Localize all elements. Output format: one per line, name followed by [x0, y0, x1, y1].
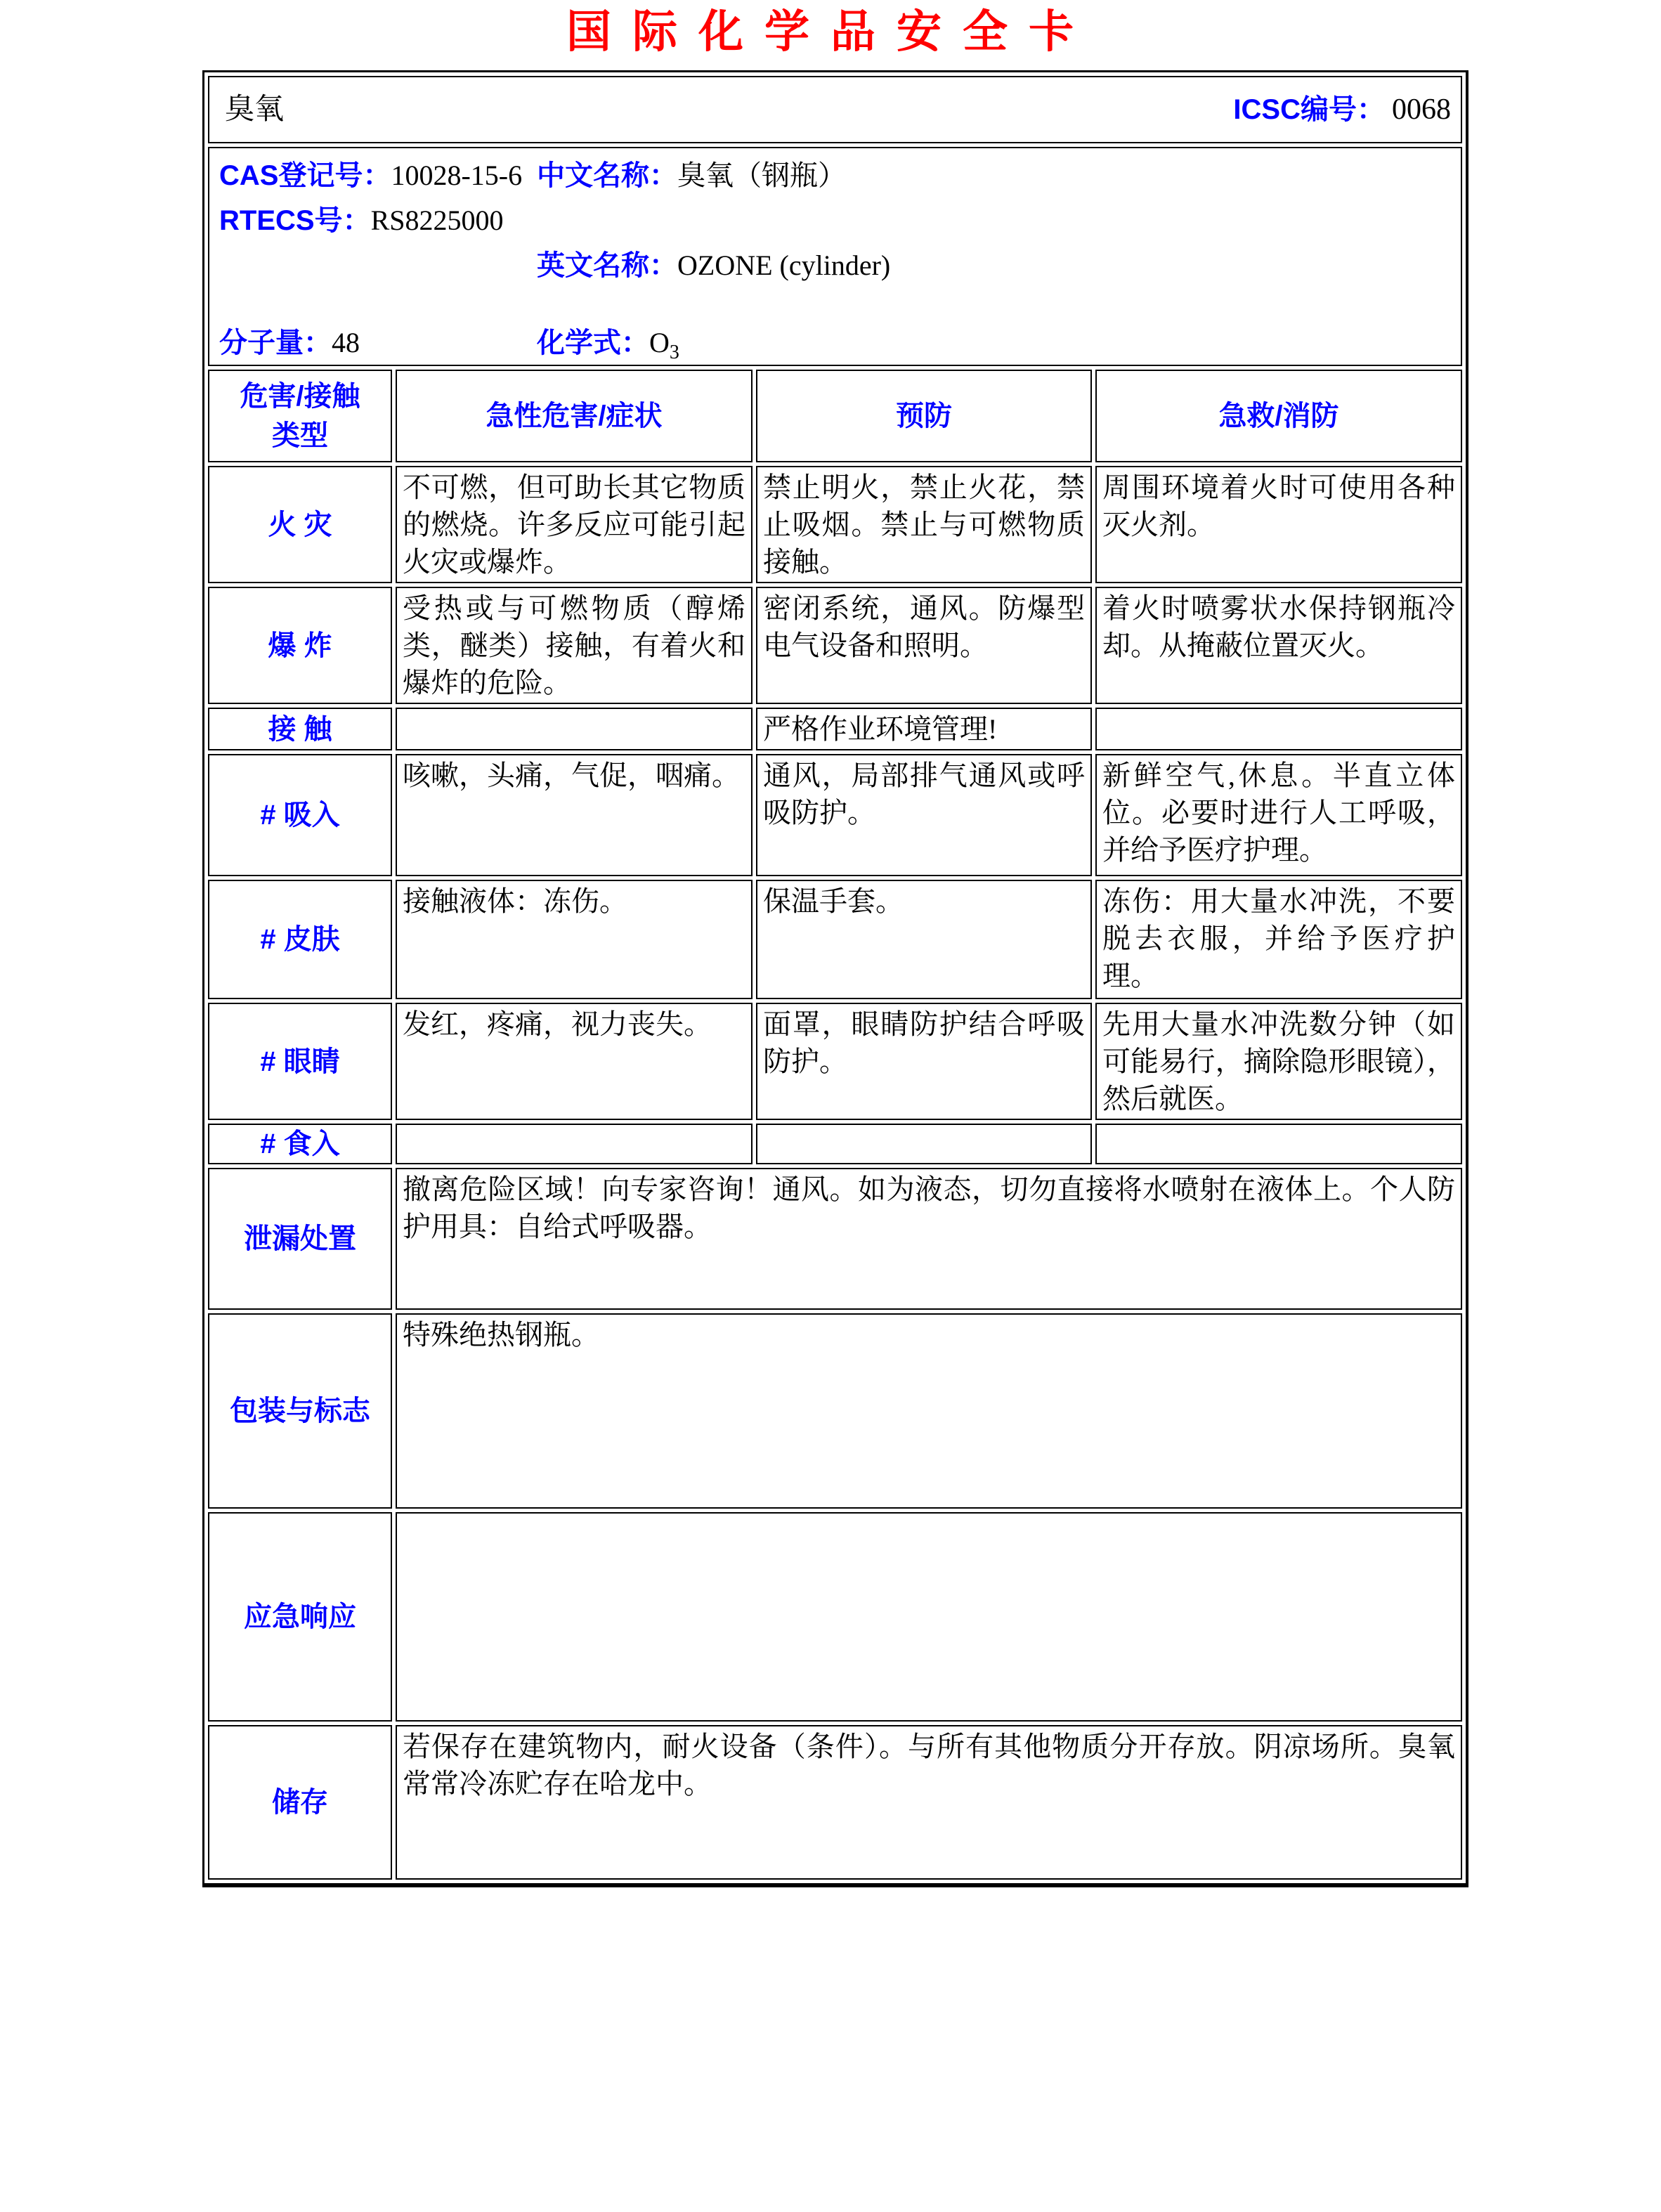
- storage-label: 储存: [208, 1725, 392, 1880]
- rtecs-value: RS8225000: [370, 204, 504, 236]
- header-hazard-type: 危害/接触 类型: [208, 370, 392, 462]
- inhalation-label: # 吸入: [208, 754, 392, 876]
- exposure-label: 接 触: [208, 708, 392, 750]
- cas-label: CAS登记号：: [219, 160, 391, 191]
- cas-value: 10028-15-6: [391, 160, 523, 191]
- formula-subscript: 3: [669, 341, 679, 363]
- ingestion-prevention: [756, 1124, 1092, 1164]
- row-explosion: [208, 587, 1462, 704]
- row-packaging: [208, 1313, 1462, 1509]
- packaging-content: 特殊绝热钢瓶。: [396, 1313, 1462, 1509]
- icsc-card-table: [202, 70, 1468, 1887]
- row-spillage: [208, 1168, 1462, 1310]
- exposure-symptoms: [396, 708, 753, 750]
- chemical-formula-label: 化学式：: [537, 327, 649, 358]
- hazard-header-row: [208, 370, 1462, 462]
- spillage-label: 泄漏处置: [208, 1168, 392, 1310]
- molecular-weight-label: 分子量：: [219, 327, 332, 358]
- skin-response: 冻伤：用大量水冲洗，不要脱去衣服，并给予医疗护理。: [1095, 880, 1462, 999]
- explosion-symptoms: 受热或与可燃物质（醇烯类，醚类）接触，有着火和爆炸的危险。: [396, 587, 753, 704]
- header-acute-symptoms: 急性危害/症状: [396, 370, 753, 462]
- cas-number: [219, 155, 537, 196]
- header-prevention: 预防: [756, 370, 1092, 462]
- row-skin: [208, 880, 1462, 999]
- storage-content: 若保存在建筑物内，耐火设备（条件）。与所有其他物质分开存放。阴凉场所。臭氧常常冷冻贮存在哈龙中。: [396, 1725, 1462, 1880]
- eyes-response: 先用大量水冲洗数分钟（如可能易行，摘除隐形眼镜），然后就医。: [1095, 1003, 1462, 1120]
- exposure-response: [1095, 708, 1462, 750]
- explosion-prevention: 密闭系统，通风。防爆型电气设备和照明。: [756, 587, 1092, 704]
- fire-response: 周围环境着火时可使用各种灭火剂。: [1095, 466, 1462, 583]
- identifiers-row: [208, 147, 1462, 366]
- inhalation-response: 新鲜空气,休息。半直立体位。必要时进行人工呼吸，并给予医疗护理。: [1095, 754, 1462, 876]
- identifiers-cell: [208, 147, 1462, 366]
- substance-header-row: [208, 76, 1462, 143]
- english-name-label: 英文名称：: [537, 250, 677, 281]
- skin-prevention: 保温手套。: [756, 880, 1092, 999]
- chinese-name: [537, 155, 1452, 196]
- chinese-name-label: 中文名称：: [537, 160, 677, 191]
- fire-prevention: 禁止明火，禁止火花，禁止吸烟。禁止与可燃物质接触。: [756, 466, 1092, 583]
- inhalation-symptoms: 咳嗽，头痛，气促，咽痛。: [396, 754, 753, 876]
- explosion-response: 着火时喷雾状水保持钢瓶冷却。从掩蔽位置灭火。: [1095, 587, 1462, 704]
- substance-name: 臭氧: [225, 93, 285, 126]
- skin-label: # 皮肤: [208, 880, 392, 999]
- icsc-number-label: ICSC编号：: [1233, 94, 1385, 125]
- explosion-label: 爆 炸: [208, 587, 392, 704]
- ingestion-label: # 食入: [208, 1124, 392, 1164]
- inhalation-prevention: 通风，局部排气通风或呼吸防护。: [756, 754, 1092, 876]
- rtecs-label: RTECS号：: [219, 205, 371, 236]
- substance-header-cell: [208, 76, 1462, 143]
- molecular-weight: [219, 323, 537, 363]
- chemical-formula: [537, 323, 1452, 363]
- icsc-number-value: 0068: [1392, 93, 1451, 126]
- page-title: 国际化学品安全卡: [566, 7, 1095, 57]
- eyes-prevention: 面罩，眼睛防护结合呼吸防护。: [756, 1003, 1092, 1120]
- emergency-content: [396, 1512, 1462, 1722]
- row-exposure: [208, 708, 1462, 750]
- row-ingestion: [208, 1124, 1462, 1164]
- packaging-label: 包装与标志: [208, 1313, 392, 1509]
- chinese-name-value: 臭氧（钢瓶）: [677, 160, 846, 191]
- row-fire: [208, 466, 1462, 583]
- row-emergency: [208, 1512, 1462, 1722]
- row-eyes: [208, 1003, 1462, 1120]
- emergency-label: 应急响应: [208, 1512, 392, 1722]
- skin-symptoms: 接触液体：冻伤。: [396, 880, 753, 999]
- spillage-content: 撤离危险区域！向专家咨询！通风。如为液态，切勿直接将水喷射在液体上。个人防护用具：自给式呼吸器。: [396, 1168, 1462, 1310]
- chemical-formula-value: $O_3$: [649, 327, 679, 363]
- row-storage: [208, 1725, 1462, 1880]
- fire-label: 火 灾: [208, 466, 392, 583]
- eyes-symptoms: 发红，疼痛，视力丧失。: [396, 1003, 753, 1120]
- eyes-label: # 眼睛: [208, 1003, 392, 1120]
- rtecs-number: [219, 200, 537, 241]
- english-name: [537, 245, 1452, 286]
- english-name-value: OZONE (cylinder): [677, 249, 891, 281]
- exposure-prevention: 严格作业环境管理!: [756, 708, 1092, 750]
- row-inhalation: [208, 754, 1462, 876]
- fire-symptoms: 不可燃，但可助长其它物质的燃烧。许多反应可能引起火灾或爆炸。: [396, 466, 753, 583]
- ingestion-symptoms: [396, 1124, 753, 1164]
- header-firstaid-firefighting: 急救/消防: [1095, 370, 1462, 462]
- icsc-number-group: [1233, 91, 1451, 129]
- ingestion-response: [1095, 1124, 1462, 1164]
- molecular-weight-value: 48: [332, 327, 360, 358]
